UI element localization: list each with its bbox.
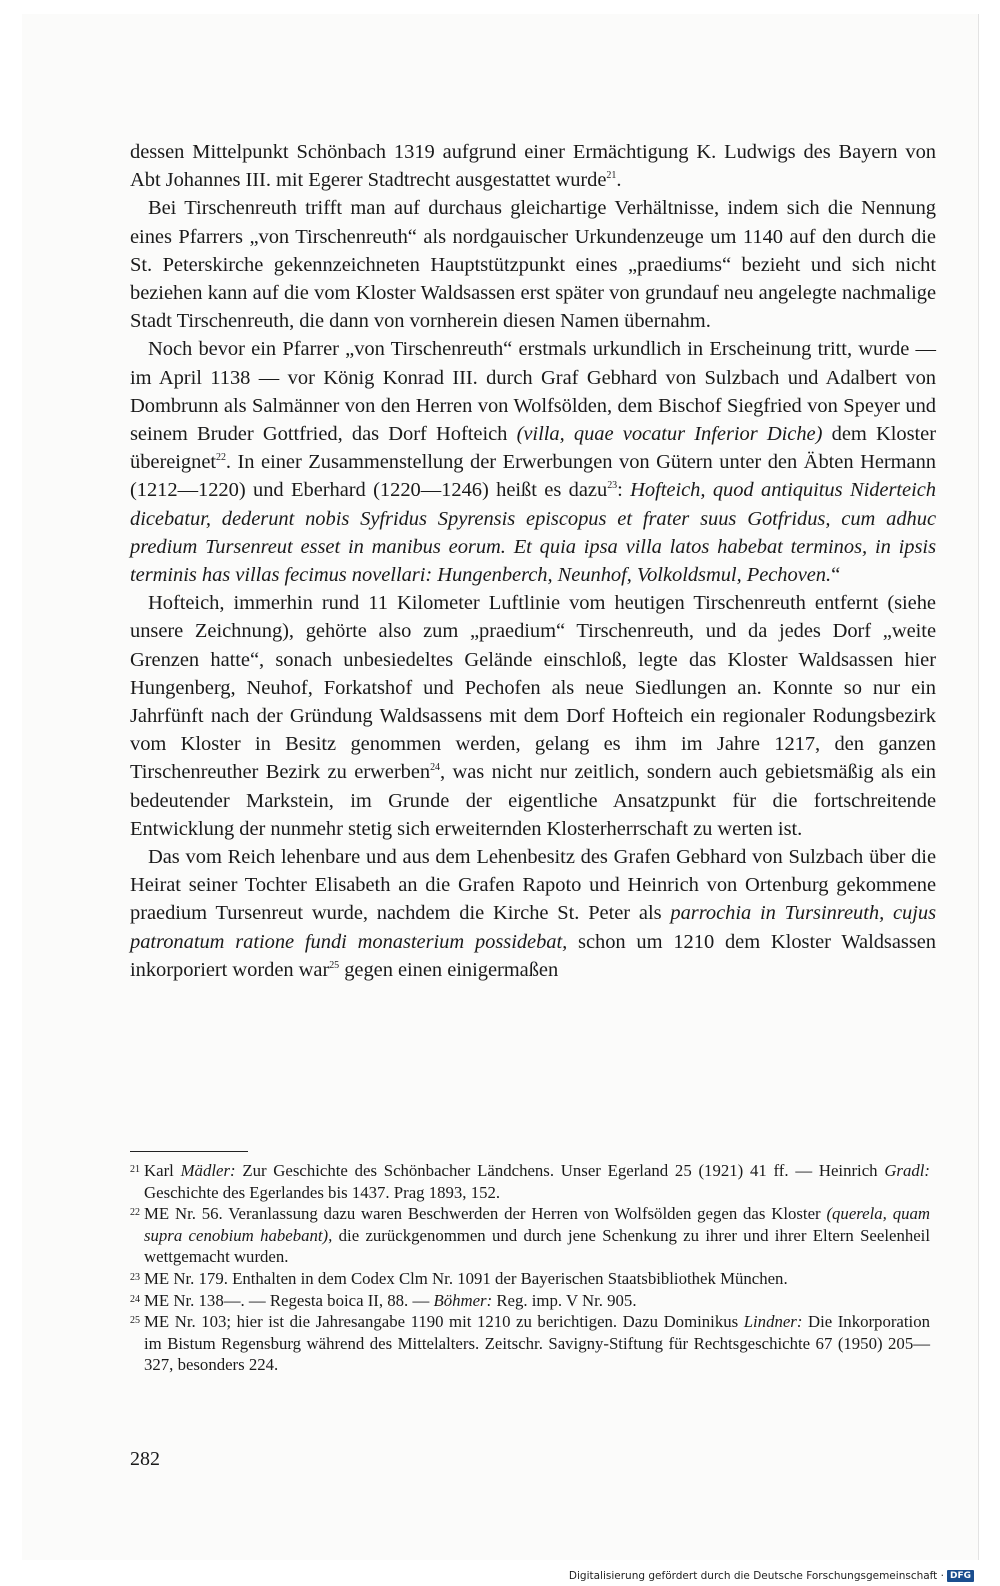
footnote-ref-22: 22	[216, 452, 226, 464]
footnote-separator	[130, 1151, 248, 1152]
footnote-23: 23 ME Nr. 179. Enthalten in dem Codex Clm Nr. 1091 der Bayerischen Staatsbibliothek München.	[130, 1268, 788, 1288]
footnote-24: 24 ME Nr. 138—. — Regesta boica II, 88. — Böhmer: Reg. imp. V Nr. 905.	[130, 1290, 637, 1310]
credit-text: Digitalisierung gefördert durch die Deutsche Forschungsgemeinschaft ·	[568, 1570, 944, 1582]
paragraph-1: dessen Mittelpunkt Schönbach 1319 aufgrund einer Ermächtigung K. Ludwigs des Bayern von Abt Johannes III. mit Egerer Stadtrecht ausgestattet wurde$^{21}$.	[130, 141, 936, 192]
footnote-25: 25 ME Nr. 103; hier ist die Jahresangabe 1190 mit 1210 zu berichtigen. Dazu Dominikus Lindner: Die Inkorporation im Bistum Regensburg während des Mittelalters. Zeitschr. Savigny-Stiftung für Rechtsgeschichte 67 (1950) 205—327, besonders 224.	[130, 1312, 930, 1375]
footnote-ref-25: 25	[329, 960, 340, 972]
footnote-number: 23	[130, 1271, 140, 1283]
paragraph-4: Hofteich, immerhin rund 11 Kilometer Luftlinie vom heutigen Tirschenreuth entfernt (siehe unsere Zeichnung), gehörte also zum „praedium“ Tirschenreuth, und da jedes Dorf „weite Grenzen hatte“, sonach unbesiedeltes Gelände einschloß, legte das Kloster Waldsassen hier Hungenberg, Neuhof, Forkatshof und Pechofen als neue Siedlungen an. Konnte so nur ein Jahrfünft nach der Gründung Waldsassens mit dem Dorf Hofteich ein regionaler Rodungsbezirk vom Kloster in Besitz genommen werden, gelang es ihm im Jahre 1217, den ganzen Tirschenreuther Bezirk zu erwerben$^{24}$, was nicht nur zeitlich, sondern auch gebietsmäßig als ein bedeutender Markstein, im Grunde der eigentliche Ansatzpunkt für die fortschreitende Entwicklung der nunmehr stetig sich erweiternden Klosterherrschaft zu werten ist.	[130, 592, 936, 840]
footnote-number: 24	[130, 1293, 140, 1305]
page-number: 282	[130, 1448, 160, 1470]
footnote-number: 21	[130, 1164, 140, 1175]
footnote-number: 25	[130, 1315, 140, 1327]
paragraph-3: Noch bevor ein Pfarrer „von Tirschenreuth“ erstmals urkundlich in Erscheinung tritt, wurde — im April 1138 — vor König Konrad III. durch Graf Gebhard von Sulzbach und Adalbert von Dombrunn als Salmänner von den Herren von Wolfsölden, dem Bischof Siegfried von Speyer und seinem Bruder Gottfried, das Dorf Hofteich (villa, quae vocatur Inferior Diche) dem Kloster übereignet$^{22}$. In einer Zusammenstellung der Erwerbungen von Gütern unter den Äbten Hermann (1212—1220) und Eberhard (1220—1246) heißt es dazu$^{23}$: Hofteich, quod antiquitus Niderteich dicebatur, dederunt nobis Syfridus Spyrensis episcopus et frater suus Gotfridus, cum adhuc predium Tursenreut esset in manibus eorum. Et quia ipsa villa latos habebat terminos, in ipsis terminis has villas fecimus novellari: Hungenberch, Neunhof, Volkoldsmul, Pechoven.“	[130, 338, 936, 587]
footnote-ref-23: 23	[607, 480, 618, 492]
footnote-number: 22	[130, 1207, 140, 1219]
footnote-22: 22 ME Nr. 56. Veranlassung dazu waren Beschwerden der Herren von Wolfsölden gegen das Kloster (querela, quam supra cenobium habebant), die zurückgenommen und durch jene Schenkung zu ihrer und ihrer Eltern Seelenheil wettgemacht wurden.	[130, 1204, 930, 1267]
footnote-ref-24: 24	[430, 762, 440, 774]
footnotes	[130, 1160, 930, 1376]
dfg-logo: DFG	[947, 1570, 974, 1582]
footnote-ref-21: 21	[606, 170, 617, 182]
main-text	[130, 138, 936, 984]
footnote-21: 21 Karl Mädler: Zur Geschichte des Schönbacher Ländchens. Unser Egerland 25 (1921) 41 ff. — Heinrich Gradl: Geschichte des Egerlandes bis 1437. Prag 1893, 152.	[130, 1161, 930, 1202]
paragraph-5: Das vom Reich lehenbare und aus dem Lehenbesitz des Grafen Gebhard von Sulzbach über die Heirat seiner Tochter Elisabeth an die Grafen Rapoto und Heinrich von Ortenburg gekommene praedium Tursenreut wurde, nachdem die Kirche St. Peter als parrochia in Tursinreuth, cujus patronatum ratione fundi monasterium possidebat, schon um 1210 dem Kloster Waldsassen inkorporiert worden war$^{25}$ gegen einen einigermaßen	[130, 846, 936, 981]
latin-quotation: Hofteich, quod antiquitus Niderteich dicebatur, dederunt nobis Syfridus Spyrensis episcopus et frater suus Gotfridus, cum adhuc predium Tursenreut esset in manibus eorum. Et quia ipsa villa latos habebat terminos, in ipsis terminis has villas fecimus novellari: Hungenberch, Neunhof, Volkoldsmul, Pechoven.	[130, 479, 936, 587]
digitization-credit	[569, 1570, 974, 1582]
paragraph-2: Bei Tirschenreuth trifft man auf durchaus gleichartige Verhältnisse, indem sich die Nennung eines Pfarrers „von Tirschenreuth“ als nordgauischer Urkundenzeuge um 1140 auf den durch die St. Peterskirche gekennzeichneten Hauptstützpunkt eines „praediums“ bezieht und sich nicht beziehen kann auf die vom Kloster Waldsassen erst später von grundauf neu angelegte nachmalige Stadt Tirschenreuth, die dann von vornherein diesen Namen übernahm.	[130, 197, 936, 333]
